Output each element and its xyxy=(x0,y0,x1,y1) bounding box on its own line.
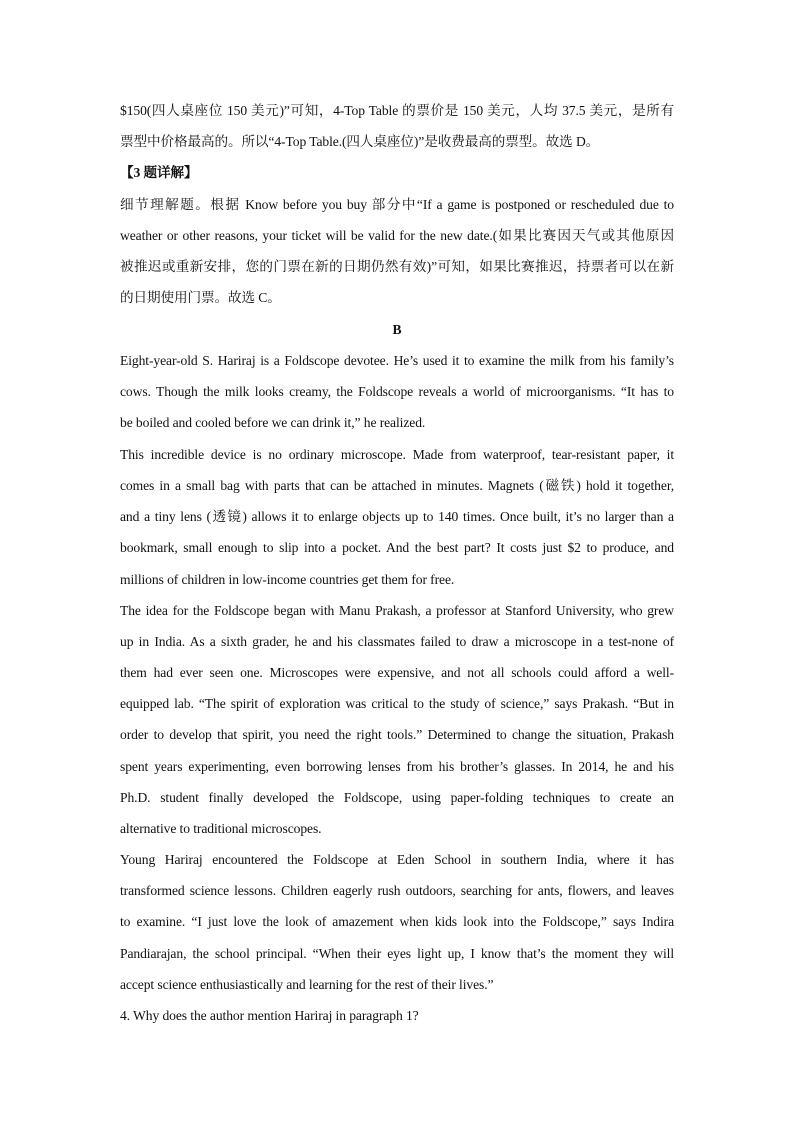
q3-label: 【3 题详解】 xyxy=(120,165,198,180)
para3-line-4: equipped lab. “The spirit of exploration was critical to the study of science,” says Prakash. “But in xyxy=(120,696,674,711)
para3-line-7: Ph.D. student finally developed the Foldscope, using paper-folding techniques to create an xyxy=(120,790,674,805)
para4-line-1: Young Hariraj encountered the Foldscope at Eden School in southern India, where it has xyxy=(120,852,674,867)
para4-line-5: accept science enthusiastically and learning for the rest of their lives.” xyxy=(120,977,494,992)
para4-line-2: transformed science lessons. Children eagerly rush outdoors, searching for ants, flowers, and leaves xyxy=(120,883,674,898)
para2-line-3: and a tiny lens (透镜) allows it to enlarge objects up to 140 times. Once built, it’s no larger than a xyxy=(120,509,674,524)
para1-line-2: cows. Though the milk looks creamy, the Foldscope reveals a world of microorganisms. “It has to xyxy=(120,384,674,399)
para2-line-4: bookmark, small enough to slip into a pocket. And the best part? It costs just $2 to produce, and xyxy=(120,540,674,555)
para3-line-5: order to develop that spirit, you need the right tools.” Determined to change the situation, Prakash xyxy=(120,727,674,742)
para2-line-5: millions of children in low-income countries get them for free. xyxy=(120,572,455,587)
para3-line-1: The idea for the Foldscope began with Manu Prakash, a professor at Stanford University, who grew xyxy=(120,603,674,618)
q3-line-3: 被推迟或重新安排，您的门票在新的日期仍然有效)”可知，如果比赛推迟，持票者可以在新 xyxy=(120,259,674,274)
para2-line-1: This incredible device is no ordinary microscope. Made from waterproof, tear-resistant paper, it xyxy=(120,447,674,462)
para3-line-8: alternative to traditional microscopes. xyxy=(120,821,322,836)
q3-line-2: weather or other reasons, your ticket will be valid for the new date.(如果比赛因天气或其他原因 xyxy=(120,228,674,243)
para4-line-4: Pandiarajan, the school principal. “When their eyes light up, I know that’s the moment they will xyxy=(120,946,674,961)
para1-line-3: be boiled and cooled before we can drink it,” he realized. xyxy=(120,415,426,430)
para2-line-2: comes in a small bag with parts that can be attached in minutes. Magnets (磁铁) hold it together, xyxy=(120,478,674,493)
q3-line-4: 的日期使用门票。故选 C。 xyxy=(120,290,281,305)
answer-line-2: 票型中价格最高的。所以“4-Top Table.(四人桌座位)”是收费最高的票型。故选 D。 xyxy=(120,134,600,149)
answer-line-1: $150(四人桌座位 150 美元)”可知，4-Top Table 的票价是 150 美元，人均 37.5 美元，是所有 xyxy=(120,103,674,118)
para3-line-6: spent years experimenting, even borrowing lenses from his brother’s glasses. In 2014, he and his xyxy=(120,759,674,774)
question-4: 4. Why does the author mention Hariraj in paragraph 1? xyxy=(120,1008,419,1023)
para1-line-1: Eight-year-old S. Hariraj is a Foldscope devotee. He’s used it to examine the milk from his family’s xyxy=(120,353,674,368)
q3-line-1: 细节理解题。根据 Know before you buy 部分中“If a game is postponed or rescheduled due to xyxy=(120,197,674,212)
para3-line-3: them had ever seen one. Microscopes were expensive, and not all schools could afford a well- xyxy=(120,665,674,680)
section-b-heading: B xyxy=(392,322,402,337)
para4-line-3: to examine. “I just love the look of amazement when kids look into the Foldscope,” says Indira xyxy=(120,914,674,929)
para3-line-2: up in India. As a sixth grader, he and his classmates failed to draw a microscope in a test-none of xyxy=(120,634,674,649)
